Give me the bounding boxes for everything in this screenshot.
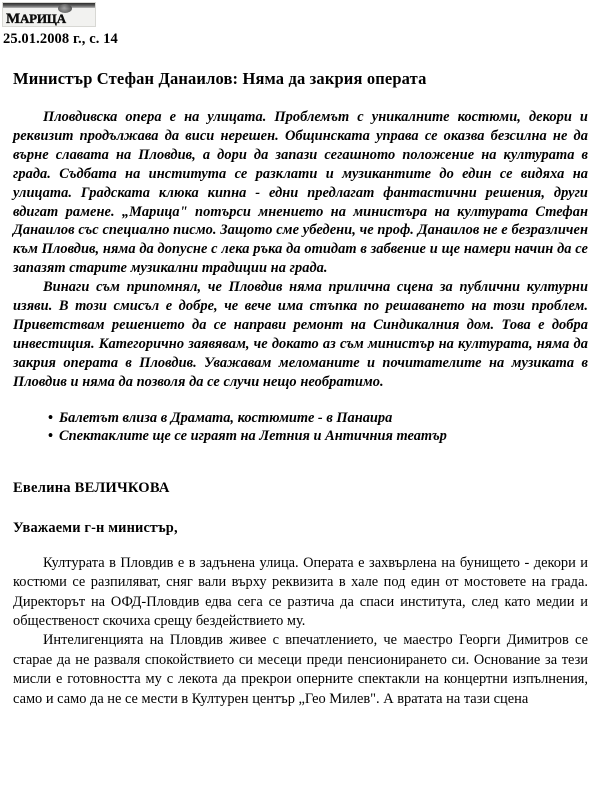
lead-paragraph-2: Винаги съм припомнял, че Пловдив няма прилична сцена за публични културни изяви. В този смисъл е добре, че вече има стъпка по решаването на този проблем. Приветствам решението да се направи ремонт на Синдикалния дом. Това е добра инвестиция. Категорично заявявам, че докато аз съм министър на културата, няма да закрия операта в Пловдив. Уважавам меломаните и почитателите на музиката в Пловдив и няма да позволя да се случи нещо необратимо.	[13, 279, 588, 390]
bullet-dot-icon: •	[48, 428, 54, 445]
article-content	[13, 108, 588, 709]
publication-dateline: 25.01.2008 г., с. 14	[3, 31, 118, 47]
newspaper-masthead-logo	[2, 2, 96, 27]
list-item-label: Спектаклите ще се играят на Летния и Античния театър	[59, 428, 447, 445]
letter-salutation: Уважаеми г-н министър,	[13, 519, 178, 536]
lead-paragraph-1: Пловдивска опера е на улицата. Проблемът с уникалните костюми, декори и реквизит продължава да виси нерешен. Общинската управа се оказва безсилна не да върне славата на Пловдив, а дори да запази сегашното положение на културата в града. Съдбата на института се разклати и музикантите до един се видяха на улицата. Градската клюка кипна - едни предлагат фантастични решения, други вдигат рамене. „Марица" потърси мнението на министъра на културата Стефан Данаилов със специално писмо. Защото сме убедени, че проф. Данаилов не е безразличен към Пловдив, няма да допусне с лека ръка да отидат в забвение и ще намери начин да се запазят старите музикални традиции на града.	[13, 109, 588, 277]
bullet-dot-icon: •	[48, 409, 54, 426]
highlight-bullet-list	[13, 409, 588, 446]
list-item-label: Балетът влиза в Драмата, костюмите - в Панаира	[59, 409, 393, 426]
body-paragraph-2: Интелигенцията на Пловдив живее с впечатлението, че маестро Георги Димитров се старае да не разваля спокойствието си месеци преди пенсионирането си. Основание за тези мисли е готовността му с лекота да прекрои оперните спектакли на концертни изпълнения, само и само да не се мести в Културен център „Гео Милев". А вратата на тази сцена	[13, 632, 588, 707]
list-item	[48, 409, 588, 428]
list-item	[48, 427, 588, 446]
body-paragraph-1: Културата в Пловдив е в задънена улица. Операта е захвърлена на бунището - декори и костюми се разпиляват, сняг вали върху реквизита в хале под един от мостовете на града. Директорът на ОФД-Пловдив едва сега се разтича да спаси института, след като медии и общественост скочиха срещу бездействието му.	[13, 554, 588, 629]
masthead-title-text: марица	[6, 4, 66, 27]
article-headline: Министър Стефан Данаилов: Няма да закрия операта	[13, 69, 427, 88]
article-byline: Евелина ВЕЛИЧКОВА	[13, 479, 170, 496]
